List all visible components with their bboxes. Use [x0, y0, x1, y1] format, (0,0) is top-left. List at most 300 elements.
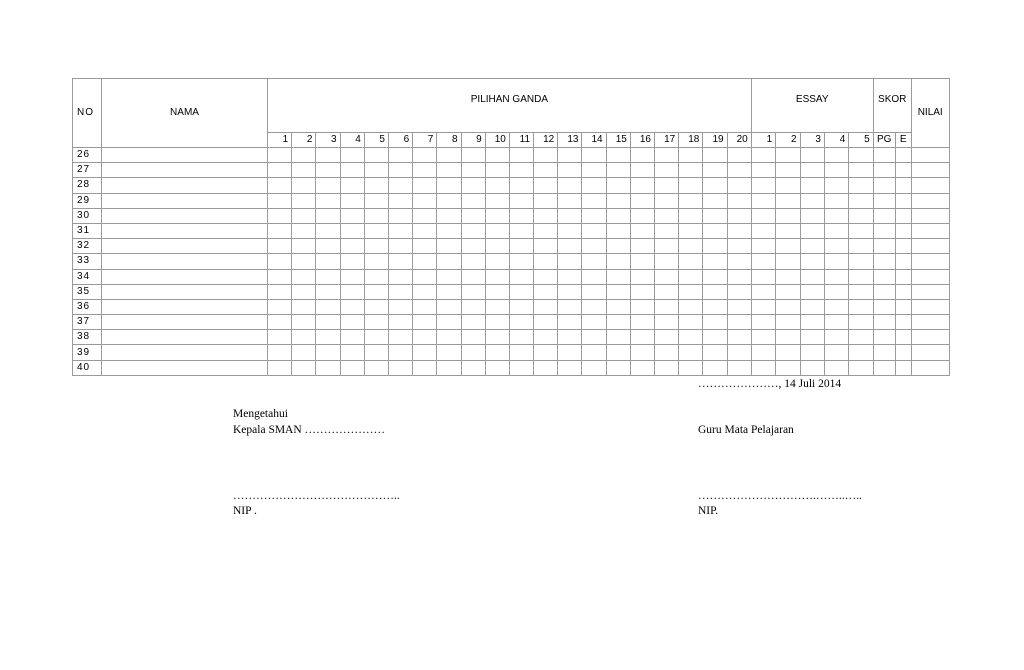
row-number: 29 [73, 193, 102, 208]
score-cell [558, 254, 582, 269]
score-cell [630, 178, 654, 193]
score-cell [776, 360, 800, 375]
score-cell [800, 345, 824, 360]
score-cell [340, 193, 364, 208]
score-cell [751, 315, 775, 330]
score-cell [413, 223, 437, 238]
score-cell [292, 360, 316, 375]
score-cell [509, 239, 533, 254]
score-cell [679, 178, 703, 193]
score-cell [703, 208, 727, 223]
score-cell [895, 239, 911, 254]
score-cell [485, 299, 509, 314]
score-cell [316, 269, 340, 284]
score-cell [509, 284, 533, 299]
pg-number-15: 15 [606, 133, 630, 148]
left-signature-line: …………………………………….. [233, 490, 400, 502]
score-cell [703, 299, 727, 314]
score-cell [534, 269, 558, 284]
score-cell [873, 239, 895, 254]
score-cell [534, 163, 558, 178]
score-cell [873, 178, 895, 193]
score-cell [630, 269, 654, 284]
score-cell [873, 330, 895, 345]
score-cell [316, 239, 340, 254]
score-cell [824, 345, 848, 360]
score-cell [437, 330, 461, 345]
score-cell [437, 315, 461, 330]
score-cell [776, 148, 800, 163]
score-cell [461, 208, 485, 223]
score-cell [679, 239, 703, 254]
score-cell [292, 223, 316, 238]
score-cell [461, 269, 485, 284]
score-cell [776, 163, 800, 178]
pg-number-19: 19 [703, 133, 727, 148]
score-cell [606, 148, 630, 163]
score-cell [800, 178, 824, 193]
score-cell [558, 345, 582, 360]
score-cell [485, 254, 509, 269]
name-cell [102, 178, 268, 193]
score-cell [413, 239, 437, 254]
score-cell [364, 330, 388, 345]
score-cell [388, 299, 412, 314]
score-cell [776, 208, 800, 223]
score-cell [824, 178, 848, 193]
name-cell [102, 148, 268, 163]
score-cell [911, 208, 949, 223]
score-cell [292, 299, 316, 314]
score-cell [388, 315, 412, 330]
score-cell [630, 360, 654, 375]
score-cell [703, 148, 727, 163]
score-cell [582, 360, 606, 375]
essay-number-4: 4 [824, 133, 848, 148]
score-cell [655, 315, 679, 330]
score-cell [292, 330, 316, 345]
score-cell [800, 223, 824, 238]
score-cell [388, 163, 412, 178]
score-cell [292, 193, 316, 208]
score-cell [630, 284, 654, 299]
score-cell [655, 163, 679, 178]
score-cell [340, 239, 364, 254]
score-cell [413, 345, 437, 360]
score-cell [485, 193, 509, 208]
pg-number-20: 20 [727, 133, 751, 148]
score-cell [509, 330, 533, 345]
score-cell [388, 345, 412, 360]
score-cell [911, 254, 949, 269]
score-cell [509, 269, 533, 284]
score-cell [461, 345, 485, 360]
score-cell [340, 223, 364, 238]
score-cell [534, 299, 558, 314]
score-cell [679, 223, 703, 238]
table-row [73, 299, 950, 314]
score-cell [461, 360, 485, 375]
score-cell [911, 239, 949, 254]
score-cell [509, 254, 533, 269]
score-cell [534, 193, 558, 208]
essay-number-5: 5 [849, 133, 873, 148]
score-cell [413, 208, 437, 223]
score-cell [461, 148, 485, 163]
score-cell [292, 254, 316, 269]
score-cell [727, 223, 751, 238]
score-cell [437, 254, 461, 269]
score-cell [679, 193, 703, 208]
score-cell [895, 208, 911, 223]
score-cell [630, 148, 654, 163]
header-pilihan-ganda: PILIHAN GANDA [268, 79, 752, 133]
score-cell [316, 254, 340, 269]
score-cell [751, 284, 775, 299]
row-number: 33 [73, 254, 102, 269]
score-cell [824, 360, 848, 375]
score-cell [509, 345, 533, 360]
score-cell [606, 269, 630, 284]
score-cell [413, 178, 437, 193]
score-cell [849, 178, 873, 193]
score-cell [751, 330, 775, 345]
pg-number-8: 8 [437, 133, 461, 148]
score-cell [679, 299, 703, 314]
score-cell [703, 360, 727, 375]
score-cell [292, 284, 316, 299]
score-cell [364, 239, 388, 254]
score-cell [679, 330, 703, 345]
score-cell [364, 269, 388, 284]
score-cell [630, 315, 654, 330]
score-cell [911, 148, 949, 163]
score-cell [727, 360, 751, 375]
score-cell [703, 239, 727, 254]
score-cell [509, 178, 533, 193]
score-cell [873, 254, 895, 269]
score-cell [485, 315, 509, 330]
score-cell [437, 178, 461, 193]
score-cell [509, 223, 533, 238]
score-cell [413, 269, 437, 284]
score-cell [873, 148, 895, 163]
score-cell [364, 163, 388, 178]
score-cell [582, 330, 606, 345]
score-cell [413, 299, 437, 314]
table-row [73, 269, 950, 284]
name-cell [102, 299, 268, 314]
score-cell [776, 178, 800, 193]
score-cell [437, 148, 461, 163]
score-cell [364, 360, 388, 375]
essay-number-3: 3 [800, 133, 824, 148]
score-cell [606, 345, 630, 360]
score-cell [364, 345, 388, 360]
score-cell [679, 208, 703, 223]
score-cell [534, 208, 558, 223]
score-cell [292, 315, 316, 330]
score-cell [606, 208, 630, 223]
score-cell [606, 163, 630, 178]
score-cell [437, 208, 461, 223]
score-cell [630, 330, 654, 345]
score-cell [388, 239, 412, 254]
table-row [73, 148, 950, 163]
pg-number-3: 3 [316, 133, 340, 148]
pg-number-1: 1 [268, 133, 292, 148]
score-cell [895, 284, 911, 299]
score-cell [800, 163, 824, 178]
score-cell [461, 223, 485, 238]
score-cell [582, 239, 606, 254]
score-cell [316, 315, 340, 330]
score-cell [849, 269, 873, 284]
score-cell [534, 223, 558, 238]
score-cell [558, 284, 582, 299]
table-row [73, 345, 950, 360]
score-cell [824, 193, 848, 208]
score-cell [895, 193, 911, 208]
score-cell [268, 330, 292, 345]
score-cell [534, 315, 558, 330]
score-cell [364, 284, 388, 299]
score-cell [824, 223, 848, 238]
score-cell [558, 178, 582, 193]
score-cell [911, 299, 949, 314]
score-cell [268, 239, 292, 254]
score-cell [340, 330, 364, 345]
guru-label: Guru Mata Pelajaran [698, 424, 794, 436]
score-cell [340, 269, 364, 284]
score-cell [606, 178, 630, 193]
date-line: …………………, 14 Juli 2014 [698, 378, 842, 390]
score-cell [703, 315, 727, 330]
score-cell [388, 284, 412, 299]
score-cell [873, 269, 895, 284]
score-cell [895, 163, 911, 178]
score-cell [582, 345, 606, 360]
pg-number-10: 10 [485, 133, 509, 148]
score-cell [895, 360, 911, 375]
score-cell [485, 239, 509, 254]
score-cell [534, 360, 558, 375]
score-cell [849, 163, 873, 178]
score-cell [316, 284, 340, 299]
score-cell [911, 315, 949, 330]
score-cell [413, 330, 437, 345]
score-cell [413, 254, 437, 269]
score-cell [727, 269, 751, 284]
score-cell [679, 345, 703, 360]
score-cell [911, 223, 949, 238]
score-cell [824, 239, 848, 254]
score-cell [751, 178, 775, 193]
table-row [73, 208, 950, 223]
score-cell [558, 239, 582, 254]
score-cell [727, 299, 751, 314]
score-cell [800, 193, 824, 208]
score-cell [388, 269, 412, 284]
score-cell [340, 163, 364, 178]
score-cell [461, 254, 485, 269]
score-cell [316, 299, 340, 314]
score-cell [340, 360, 364, 375]
pg-number-4: 4 [340, 133, 364, 148]
score-cell [703, 345, 727, 360]
score-cell [824, 284, 848, 299]
score-cell [316, 345, 340, 360]
score-cell [437, 239, 461, 254]
score-cell [727, 330, 751, 345]
score-cell [630, 223, 654, 238]
score-cell [800, 208, 824, 223]
score-cell [340, 345, 364, 360]
score-cell [727, 345, 751, 360]
score-cell [873, 315, 895, 330]
score-cell [895, 330, 911, 345]
pg-number-12: 12 [534, 133, 558, 148]
name-cell [102, 360, 268, 375]
pg-number-9: 9 [461, 133, 485, 148]
score-cell [509, 208, 533, 223]
score-cell [655, 360, 679, 375]
row-number: 36 [73, 299, 102, 314]
score-cell [630, 299, 654, 314]
score-cell [911, 330, 949, 345]
score-cell [534, 284, 558, 299]
score-cell [509, 193, 533, 208]
row-number: 35 [73, 284, 102, 299]
score-cell [911, 269, 949, 284]
score-cell [534, 178, 558, 193]
table-row [73, 254, 950, 269]
row-number: 38 [73, 330, 102, 345]
row-number: 40 [73, 360, 102, 375]
table-row [73, 193, 950, 208]
score-cell [509, 315, 533, 330]
score-cell [388, 330, 412, 345]
score-cell [558, 269, 582, 284]
score-cell [413, 284, 437, 299]
score-cell [800, 148, 824, 163]
score-cell [776, 330, 800, 345]
score-cell [388, 223, 412, 238]
score-cell [727, 193, 751, 208]
score-cell [292, 345, 316, 360]
score-cell [824, 208, 848, 223]
row-number: 37 [73, 315, 102, 330]
pg-number-14: 14 [582, 133, 606, 148]
score-cell [413, 148, 437, 163]
score-cell [703, 223, 727, 238]
table-row [73, 330, 950, 345]
score-cell [340, 299, 364, 314]
score-cell [776, 193, 800, 208]
score-cell [340, 284, 364, 299]
score-cell [461, 284, 485, 299]
score-cell [558, 360, 582, 375]
score-cell [849, 208, 873, 223]
score-cell [461, 163, 485, 178]
score-cell [873, 360, 895, 375]
score-cell [485, 284, 509, 299]
score-cell [558, 315, 582, 330]
table-row [73, 239, 950, 254]
score-cell [606, 299, 630, 314]
pg-number-16: 16 [630, 133, 654, 148]
score-cell [534, 148, 558, 163]
skor-e-header: E [895, 133, 911, 148]
score-cell [388, 178, 412, 193]
score-cell [679, 360, 703, 375]
score-cell [751, 269, 775, 284]
score-cell [437, 360, 461, 375]
score-cell [679, 315, 703, 330]
score-cell [895, 254, 911, 269]
score-cell [485, 208, 509, 223]
score-cell [727, 208, 751, 223]
essay-number-1: 1 [751, 133, 775, 148]
header-no: NO [73, 79, 102, 148]
header-essay: ESSAY [751, 79, 873, 133]
name-cell [102, 163, 268, 178]
right-signature-line: ………………………….……..….. [698, 490, 862, 502]
score-cell [911, 163, 949, 178]
score-cell [873, 299, 895, 314]
score-cell [776, 284, 800, 299]
score-cell [824, 148, 848, 163]
score-cell [895, 299, 911, 314]
score-cell [413, 315, 437, 330]
score-cell [606, 193, 630, 208]
score-cell [911, 345, 949, 360]
table-row [73, 163, 950, 178]
table-row [73, 223, 950, 238]
header-row-1 [73, 79, 950, 133]
score-cell [849, 223, 873, 238]
score-cell [849, 315, 873, 330]
score-cell [679, 284, 703, 299]
score-cell [485, 148, 509, 163]
score-cell [703, 330, 727, 345]
row-number: 34 [73, 269, 102, 284]
score-cell [582, 254, 606, 269]
pg-number-11: 11 [509, 133, 533, 148]
score-cell [316, 223, 340, 238]
score-cell [630, 345, 654, 360]
row-number: 39 [73, 345, 102, 360]
score-cell [364, 178, 388, 193]
score-cell [727, 284, 751, 299]
table-row [73, 315, 950, 330]
score-cell [558, 208, 582, 223]
row-number: 28 [73, 178, 102, 193]
score-cell [655, 269, 679, 284]
score-cell [727, 315, 751, 330]
score-cell [679, 148, 703, 163]
score-cell [268, 163, 292, 178]
score-cell [509, 148, 533, 163]
score-cell [703, 178, 727, 193]
name-cell [102, 223, 268, 238]
score-cell [413, 360, 437, 375]
score-cell [509, 360, 533, 375]
row-number: 32 [73, 239, 102, 254]
score-cell [751, 193, 775, 208]
header-nama: NAMA [102, 79, 268, 148]
score-cell [727, 239, 751, 254]
